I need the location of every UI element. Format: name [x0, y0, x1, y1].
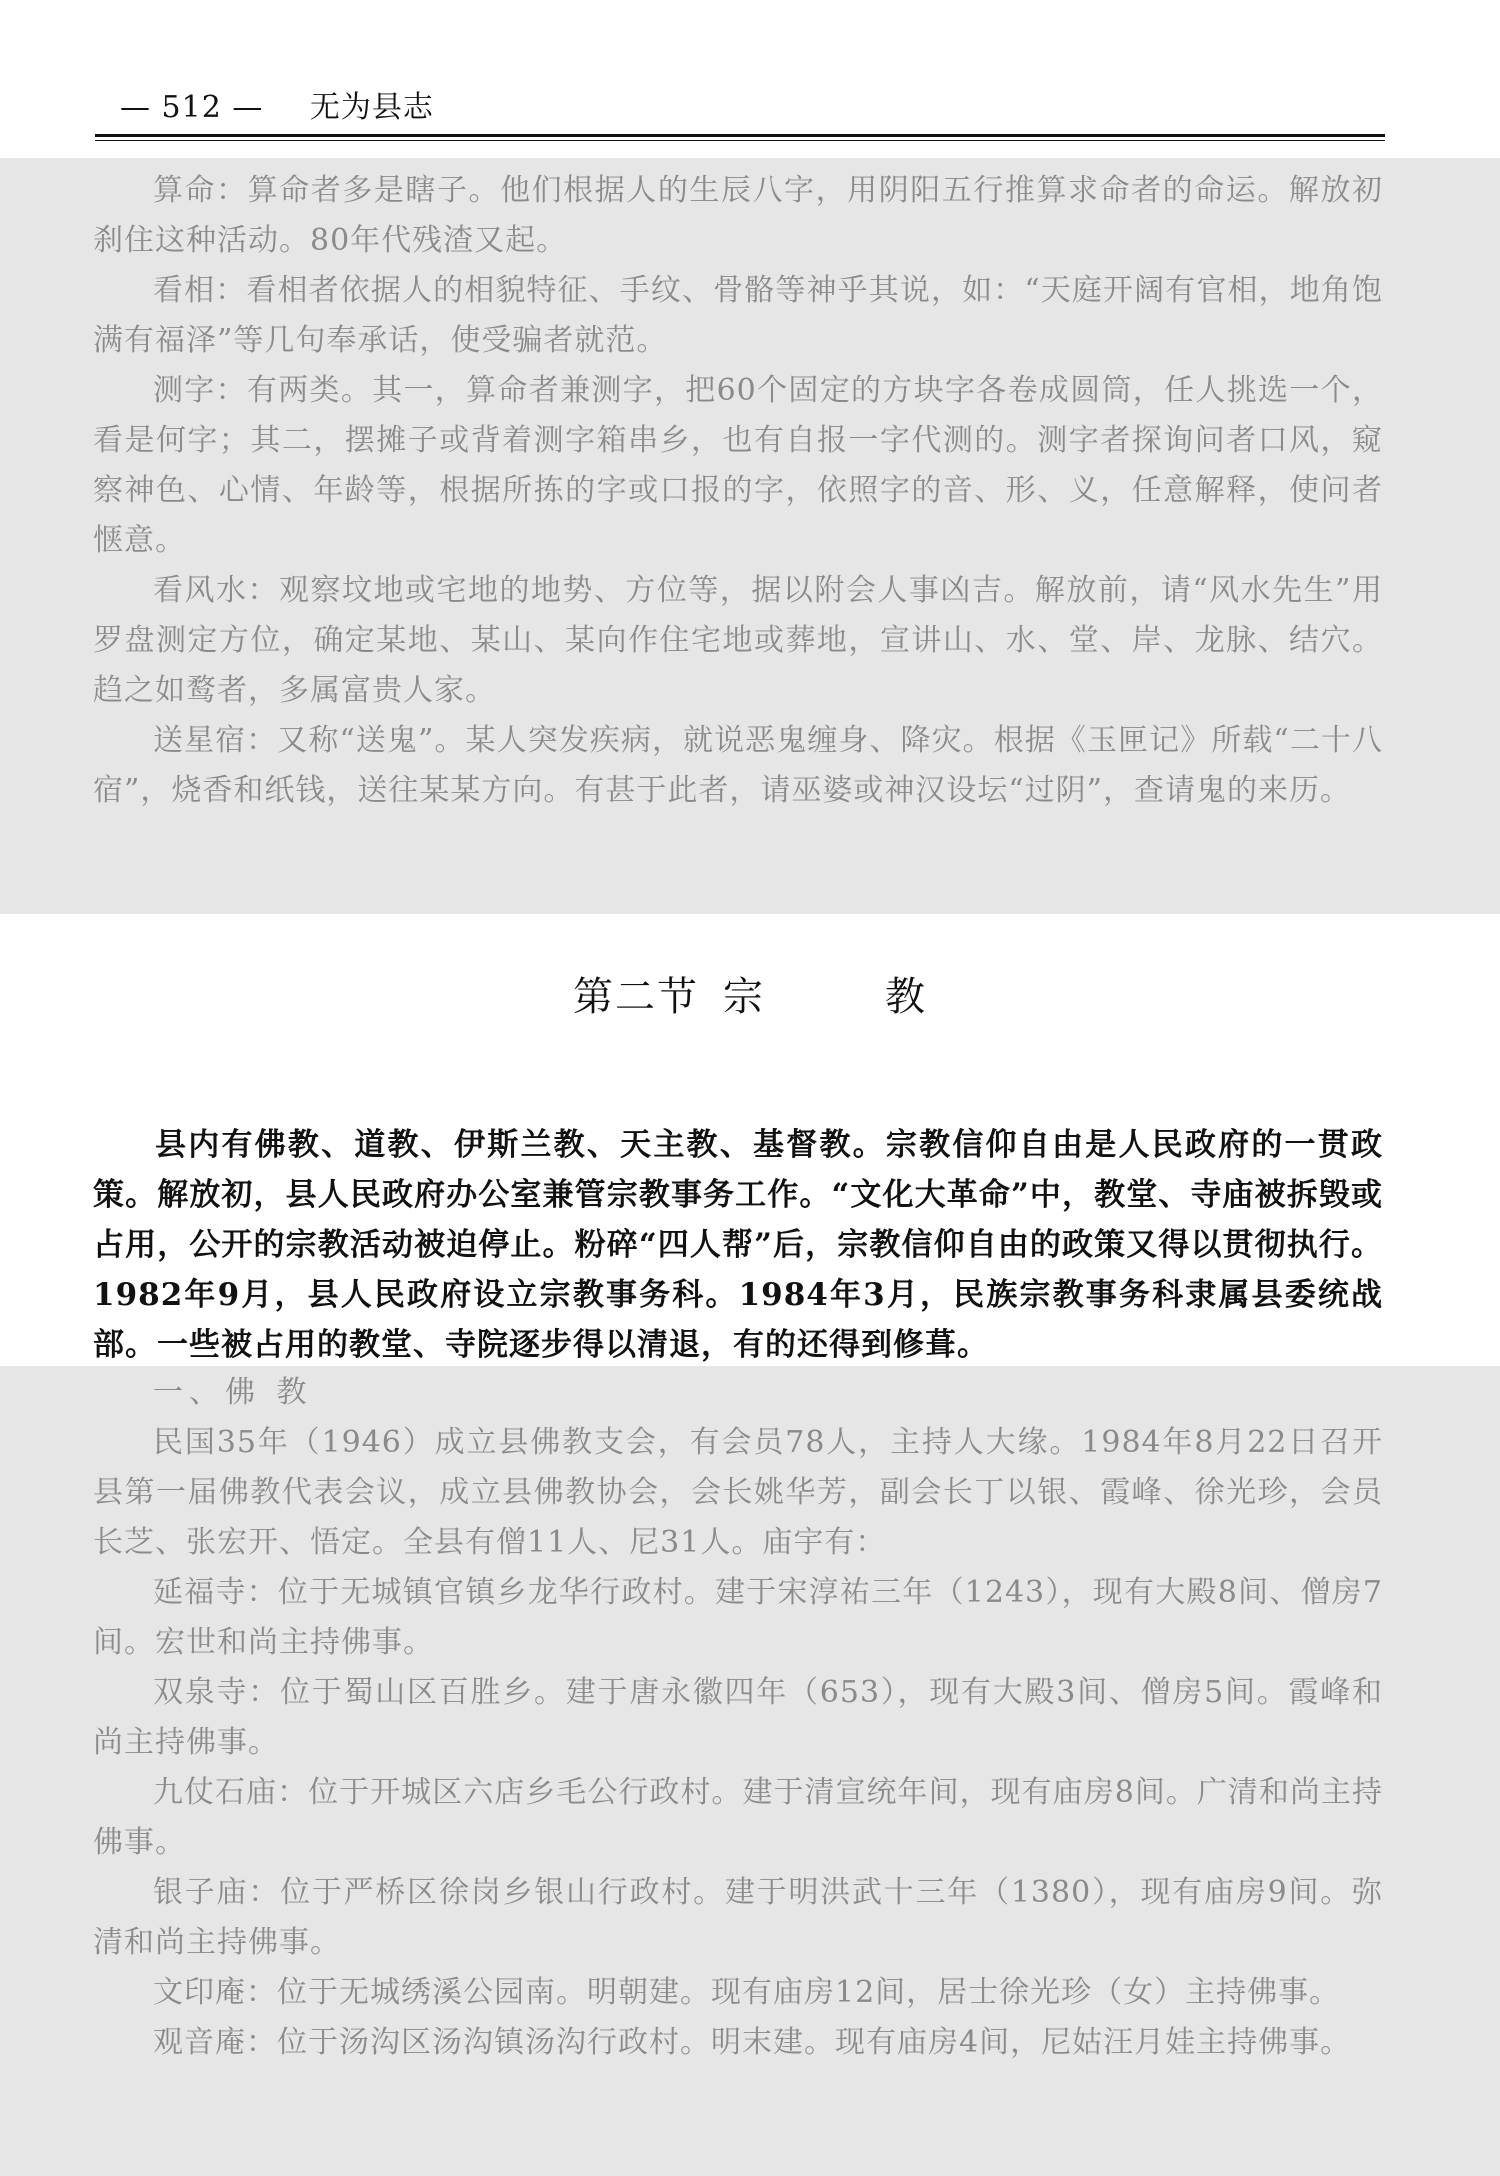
paragraph-wenyin-nunnery: 文印庵：位于无城绣溪公园南。明朝建。现有庙房12间，居士徐光珍（女）主持佛事。	[153, 1975, 1341, 2010]
paragraph-yanfu-temple: 延福寺：位于无城镇官镇乡龙华行政村。建于宋淳祐三年（1243），现有大殿8间、僧房7间。宏世和尚主持佛事。	[93, 1575, 1383, 1660]
paragraph-jiuzhangshi-temple: 九仗石庙：位于开城区六店乡毛公行政村。建于清宣统年间，现有庙房8间。广清和尚主持佛事。	[93, 1775, 1383, 1860]
paragraph-sending-stars: 送星宿：又称“送鬼”。某人突发疾病，就说恶鬼缠身、降灾。根据《玉匣记》所载“二十八宿”，烧香和纸钱，送往某某方向。有甚于此者，请巫婆或神汉设坛“过阴”，查请鬼的来历。	[93, 723, 1383, 808]
religion-intro	[93, 1120, 1383, 1370]
intro-paragraph: 县内有佛教、道教、伊斯兰教、天主教、基督教。宗教信仰自由是人民政府的一贯政策。解放初，县人民政府办公室兼管宗教事务工作。“文化大革命”中，教堂、寺庙被拆毁或占用，公开的宗教活动被迫停止。粉碎“四人帮”后，宗教信仰自由的政策又得以贯彻执行。1982年9月，县人民政府设立宗教事务科。1984年3月，民族宗教事务科隶属县委统战部。一些被占用的教堂、寺院逐步得以清退，有的还得到修葺。	[93, 1127, 1383, 1363]
header-rule-thin	[95, 140, 1385, 141]
section-word-2: 教	[885, 974, 927, 1020]
page-header	[120, 82, 434, 126]
book-title: 无为县志	[309, 90, 434, 125]
divination-section	[93, 166, 1383, 816]
page-number: — 512 —	[120, 90, 264, 125]
paragraph-guanyin-nunnery: 观音庵：位于汤沟区汤沟镇汤沟行政村。明末建。现有庙房4间，尼姑汪月娃主持佛事。	[153, 2025, 1352, 2060]
section-word-1: 宗	[723, 974, 765, 1020]
header-rule-thick	[95, 134, 1385, 137]
section-heading	[0, 965, 1500, 1022]
paragraph-shuangquan-temple: 双泉寺：位于蜀山区百胜乡。建于唐永徽四年（653），现有大殿3间、僧房5间。霞峰和尚主持佛事。	[93, 1675, 1383, 1760]
paragraph-yinzi-temple: 银子庙：位于严桥区徐岗乡银山行政村。建于明洪武十三年（1380），现有庙房9间。弥清和尚主持佛事。	[93, 1875, 1383, 1960]
paragraph-physiognomy: 看相：看相者依据人的相貌特征、手纹、骨骼等神乎其说，如：“天庭开阔有官相，地角饱满有福泽”等几句奉承话，使受骗者就范。	[93, 273, 1383, 358]
paragraph-character-divination: 测字：有两类。其一，算命者兼测字，把60个固定的方块字各卷成圆筒，任人挑选一个，看是何字；其二，摆摊子或背着测字箱串乡，也有自报一字代测的。测字者探询问者口风，窥察神色、心情、年龄等，根据所拣的字或口报的字，依照字的音、形、义，任意解释，使问者惬意。	[93, 373, 1383, 558]
section-number: 第二节	[573, 974, 699, 1020]
paragraph-buddhist-association: 民国35年（1946）成立县佛教支会，有会员78人，主持人大缘。1984年8月22日召开县第一届佛教代表会议，成立县佛教协会，会长姚华芳，副会长丁以银、霞峰、徐光珍，会员长芝、张宏开、悟定。全县有僧11人、尼31人。庙宇有：	[93, 1425, 1383, 1560]
paragraph-fortune-telling: 算命：算命者多是瞎子。他们根据人的生辰八字，用阴阳五行推算求命者的命运。解放初刹住这种活动。80年代残渣又起。	[93, 173, 1383, 258]
subsection-title: 一、佛 教	[153, 1375, 313, 1410]
buddhism-section	[93, 1368, 1383, 2068]
paragraph-fengshui: 看风水：观察坟地或宅地的地势、方位等，据以附会人事凶吉。解放前，请“风水先生”用罗盘测定方位，确定某地、某山、某向作住宅地或葬地，宣讲山、水、堂、岸、龙脉、结穴。趋之如鹜者，多属富贵人家。	[93, 573, 1383, 708]
